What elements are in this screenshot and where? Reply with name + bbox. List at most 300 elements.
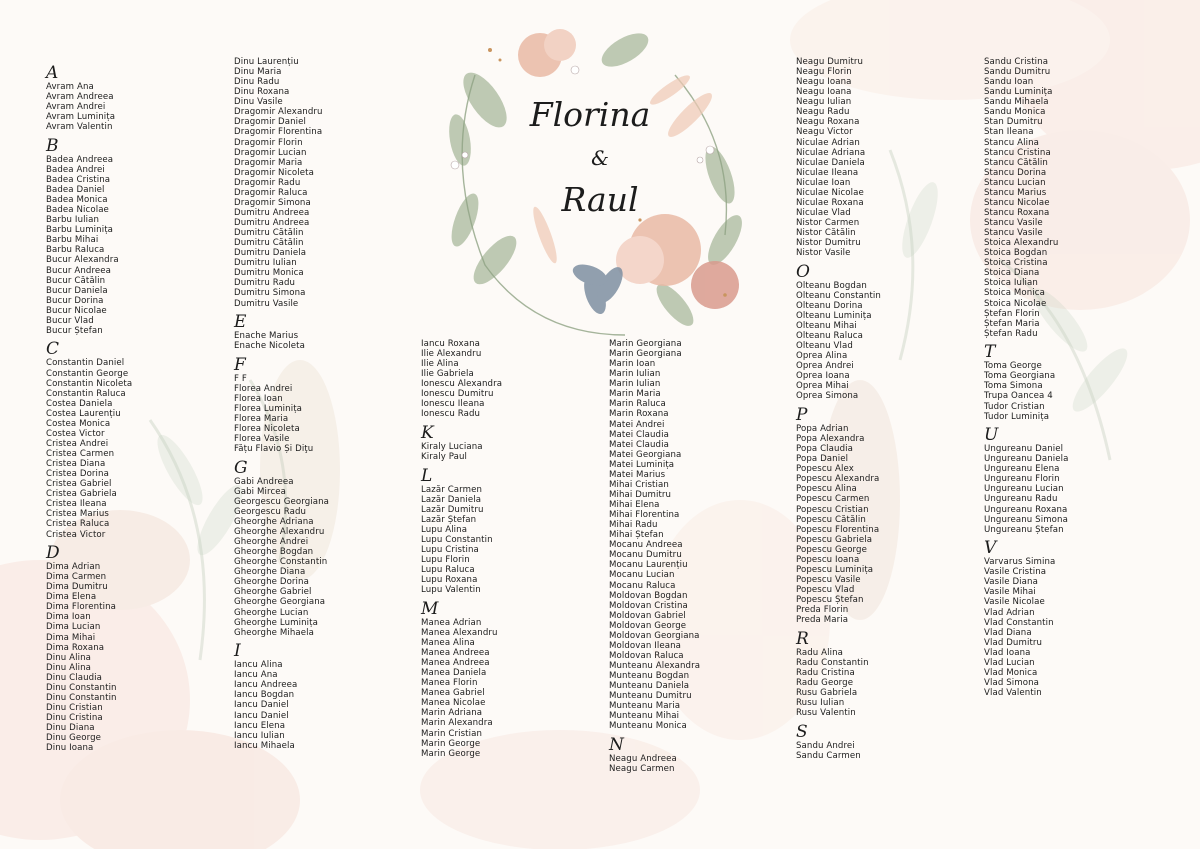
guest-name: Tudor Cristian <box>984 401 1045 412</box>
guest-column-4 <box>609 339 700 774</box>
guest-name: Costea Monica <box>46 418 111 429</box>
section-letter: T <box>984 342 996 363</box>
guest-name: Matei Georgiana <box>609 449 682 460</box>
guest-name: Popescu Luminița <box>796 564 874 575</box>
guest-name: Iancu Ana <box>234 670 278 681</box>
guest-name: Popa Daniel <box>796 454 849 465</box>
guest-name: Gheorghe Constantin <box>234 557 328 568</box>
guest-name: Popescu Gabriela <box>796 534 873 545</box>
guest-name: Niculae Vlad <box>796 207 851 218</box>
section-letter: V <box>984 538 997 559</box>
guest-name: Vlad Simona <box>984 677 1040 688</box>
guest-name: Stoica Alexandru <box>984 238 1059 249</box>
guest-name: Mihai Elena <box>609 500 660 510</box>
guest-name: Florea Nicoleta <box>234 424 300 434</box>
guest-name: Moldovan Ileana <box>609 640 681 651</box>
guest-name: Neagu Victor <box>796 127 853 138</box>
guest-name: Manea Daniela <box>421 668 487 679</box>
guest-name: Toma Simona <box>984 381 1043 392</box>
guest-name: Ștefan Radu <box>984 328 1038 339</box>
guest-name: Popescu Vlad <box>796 585 855 595</box>
guest-name: Neagu Florin <box>796 67 852 78</box>
guest-name: Dragomir Simona <box>234 197 311 208</box>
guest-name: Badea Cristina <box>46 174 111 185</box>
guest-name: Toma George <box>984 361 1042 372</box>
guest-name: Dumitru Daniela <box>234 248 307 259</box>
guest-name: Mocanu Laurențiu <box>609 560 688 571</box>
section-letter: L <box>421 465 433 486</box>
guest-name: Mihai Florentina <box>609 510 680 521</box>
guest-name: Lupu Roxana <box>421 575 478 586</box>
guest-name: Marin Maria <box>609 389 661 400</box>
guest-name: Dumitru Cătălin <box>234 238 304 249</box>
guest-name: Manea Florin <box>421 678 478 689</box>
guest-name: Niculae Roxana <box>796 197 864 208</box>
guest-name: Dinu Maria <box>234 67 282 78</box>
guest-name: Sandu Monica <box>984 107 1046 118</box>
guest-name: Neagu Dumitru <box>796 57 864 67</box>
guest-name: Stan Ileana <box>984 127 1034 138</box>
guest-name: Stancu Dorina <box>984 167 1047 178</box>
guest-name: Badea Daniel <box>46 185 105 195</box>
guest-name: Stancu Vasile <box>984 218 1043 228</box>
guest-name: Gheorghe Lucian <box>234 607 309 618</box>
guest-name: Stancu Vasile <box>984 228 1043 239</box>
guest-name: Lupu Alina <box>421 524 468 535</box>
guest-name: Popescu Alex <box>796 464 854 475</box>
guest-name: Lupu Constantin <box>421 534 493 545</box>
guest-name: Cristea Marius <box>46 509 109 520</box>
guest-name: Vasile Mihai <box>984 587 1036 598</box>
guest-name: Mocanu Raluca <box>609 580 676 591</box>
guest-name: Cristea Dorina <box>46 469 109 480</box>
guest-name: Iancu Roxana <box>421 339 480 349</box>
guest-name: Lupu Valentin <box>421 585 481 596</box>
guest-name: Georgescu Radu <box>234 506 307 517</box>
guest-name: Constantin Daniel <box>46 358 125 369</box>
guest-name: Cristea Gabriel <box>46 479 112 490</box>
guest-name: Ungureanu Daniela <box>984 454 1069 465</box>
guest-name: Gheorghe Dorina <box>234 577 309 588</box>
groom-name: Raul <box>561 180 639 219</box>
guest-name: Kiraly Paul <box>421 452 468 463</box>
guest-name: Olteanu Dorina <box>796 300 863 311</box>
guest-name: Neagu Ioana <box>796 77 852 88</box>
guest-column-5 <box>796 57 881 761</box>
guest-name: Stancu Marius <box>984 187 1047 198</box>
guest-name: Munteanu Alexandra <box>609 661 701 671</box>
guest-name: Bucur Dorina <box>46 295 104 306</box>
guest-name: Stoica Diana <box>984 268 1040 279</box>
guest-name: Gheorghe Bogdan <box>234 547 314 558</box>
section-letter: F <box>234 354 246 375</box>
guest-name: Dima Adrian <box>46 562 101 573</box>
guest-name: Oprea Andrei <box>796 361 854 372</box>
guest-name: Niculae Adrian <box>796 137 860 148</box>
guest-name: Cristea Diana <box>46 459 106 470</box>
guest-name: Marin Roxana <box>609 409 669 420</box>
guest-name: Marin Ioan <box>609 359 656 370</box>
guest-name: Badea Andreea <box>46 154 114 165</box>
guest-name: Popescu Cătălin <box>796 514 866 525</box>
guest-name: Ștefan Florin <box>984 308 1040 319</box>
guest-name: Rusu Gabriela <box>796 688 858 698</box>
guest-name: Florea Vasile <box>234 434 290 445</box>
guest-name: Vlad Lucian <box>984 657 1035 668</box>
guest-name: Moldovan Gabriel <box>609 610 686 621</box>
guest-name: Mocanu Dumitru <box>609 550 682 561</box>
guest-name: Munteanu Monica <box>609 721 687 732</box>
guest-name: Manea Alexandru <box>421 627 498 638</box>
guest-name: Stancu Cristina <box>984 147 1051 158</box>
guest-name: Moldovan Cristina <box>609 600 688 611</box>
guest-name: Ungureanu Elena <box>984 464 1060 475</box>
guest-name: Neagu Ioana <box>796 87 852 98</box>
guest-name: Toma Georgiana <box>984 371 1056 382</box>
guest-name: Ionescu Ileana <box>421 399 485 410</box>
guest-name: Olteanu Bogdan <box>796 280 867 291</box>
guest-name: Mihai Radu <box>609 520 658 531</box>
guest-name: Olteanu Mihai <box>796 321 857 331</box>
guest-name: Bucur Ștefan <box>46 325 103 336</box>
guest-name: Gheorghe Gabriel <box>234 587 312 598</box>
guest-name: Dinu Roxana <box>234 87 290 98</box>
guest-name: Lupu Florin <box>421 555 470 566</box>
guest-name: Popa Claudia <box>796 444 853 455</box>
guest-name: Rusu Valentin <box>796 708 856 719</box>
guest-name: Oprea Alina <box>796 351 848 362</box>
guest-name: Sandu Luminița <box>984 87 1053 98</box>
guest-name: Barbu Mihai <box>46 235 99 246</box>
guest-name: Munteanu Mihai <box>609 711 680 722</box>
guest-name: Manea Adrian <box>421 617 482 628</box>
guest-name: Gheorghe Luminița <box>234 617 318 628</box>
guest-name: Ungureanu Florin <box>984 474 1060 485</box>
guest-name: Popescu Cristian <box>796 504 869 515</box>
guest-name: Manea Nicolae <box>421 698 486 709</box>
guest-name: Popescu Vasile <box>796 574 861 585</box>
guest-name: Vlad Dumitru <box>984 637 1043 648</box>
guest-name: Dinu Alina <box>46 652 91 663</box>
guest-name: Gabi Mircea <box>234 486 287 497</box>
guest-name: Dinu Claudia <box>46 672 103 683</box>
guest-name: Vlad Adrian <box>984 607 1035 618</box>
guest-name: Lazăr Dumitru <box>421 504 484 515</box>
guest-name: Marin Georgiana <box>609 349 682 360</box>
guest-name: Stancu Lucian <box>984 177 1046 188</box>
guest-name: Dinu Diana <box>46 723 95 734</box>
guest-name: Preda Maria <box>796 615 849 626</box>
guest-name: Ungureanu Lucian <box>984 484 1064 495</box>
guest-name: Popa Alexandra <box>796 434 865 445</box>
guest-name: Cristea Raluca <box>46 519 110 530</box>
guest-name: Olteanu Raluca <box>796 331 863 342</box>
guest-name: Manea Andreea <box>421 648 490 658</box>
guest-name: Bucur Cătălin <box>46 275 106 286</box>
guest-name: Popescu Ștefan <box>796 595 864 606</box>
guest-name: Dima Lucian <box>46 622 101 633</box>
guest-name: Manea Andreea <box>421 658 490 669</box>
guest-name: Matei Claudia <box>609 429 669 440</box>
guest-name: Gheorghe Mihaela <box>234 627 315 638</box>
guest-name: Badea Monica <box>46 195 108 206</box>
guest-name: Trupa Oancea 4 <box>984 391 1053 402</box>
guest-name: Vasile Nicolae <box>984 597 1045 608</box>
guest-name: Dinu Cristina <box>46 713 103 723</box>
guest-name: Sandu Mihaela <box>984 97 1049 108</box>
guest-name: Dragomir Maria <box>234 157 303 168</box>
guest-name: Olteanu Luminița <box>796 310 872 321</box>
section-letter: M <box>421 598 439 619</box>
guest-name: Neagu Iulian <box>796 97 852 108</box>
guest-name: Barbu Iulian <box>46 215 99 226</box>
guest-name: Cristea Andrei <box>46 438 109 449</box>
section-letter: E <box>234 312 247 333</box>
guest-name: Constantin George <box>46 368 129 379</box>
guest-name: Neagu Roxana <box>796 117 860 128</box>
guest-name: F F <box>234 373 247 384</box>
guest-name: Stan Dumitru <box>984 117 1043 128</box>
guest-name: Oprea Mihai <box>796 381 849 392</box>
guest-name: Stoica Nicolae <box>984 298 1047 309</box>
guest-name: Lupu Cristina <box>421 545 479 555</box>
section-letter: P <box>796 405 808 425</box>
guest-name: Dima Florentina <box>46 602 117 613</box>
guest-name: Mihai Cristian <box>609 479 669 490</box>
guest-name: Dumitru Iulian <box>234 258 297 269</box>
guest-name: Avram Luminița <box>46 112 116 123</box>
guest-name: Popescu Alexandra <box>796 474 880 485</box>
guest-name: Nistor Carmen <box>796 218 860 228</box>
guest-name: Stoica Bogdan <box>984 248 1048 259</box>
guest-name: Nistor Vasile <box>796 248 851 259</box>
guest-name: Dumitru Monica <box>234 268 304 279</box>
guest-name: Dima Dumitru <box>46 582 108 593</box>
guest-name: Moldovan Raluca <box>609 650 684 661</box>
guest-name: Dinu Radu <box>234 77 280 88</box>
guest-name: Olteanu Constantin <box>796 290 881 301</box>
guest-name: Dragomir Radu <box>234 177 301 188</box>
guest-name: Lazăr Ștefan <box>421 514 477 525</box>
guest-name: Costea Laurențiu <box>46 408 121 419</box>
guest-column-3 <box>421 339 502 759</box>
guest-name: Dragomir Nicoleta <box>234 167 314 178</box>
guest-name: Bucur Andreea <box>46 265 112 276</box>
guest-name: Munteanu Dumitru <box>609 691 692 702</box>
guest-name: Popescu Ioana <box>796 554 860 565</box>
guest-name: Florea Maria <box>234 413 289 424</box>
guest-column-6 <box>984 57 1069 698</box>
guest-name: Iancu Daniel <box>234 710 289 721</box>
guest-name: Marin Raluca <box>609 399 666 410</box>
guest-name: Radu Constantin <box>796 657 869 668</box>
guest-name: Stoica Iulian <box>984 278 1038 289</box>
guest-name: Munteanu Daniela <box>609 681 690 692</box>
guest-name: Stancu Cătălin <box>984 157 1048 168</box>
guest-name: Dumitru Vasile <box>234 298 299 309</box>
guest-name: Nistor Dumitru <box>796 238 861 249</box>
guest-name: Niculae Daniela <box>796 157 865 168</box>
guest-name: Popescu Alina <box>796 484 857 495</box>
guest-name: Marin Iulian <box>609 379 661 390</box>
guest-name: Bucur Alexandra <box>46 255 119 266</box>
guest-name: Munteanu Bogdan <box>609 671 690 682</box>
guest-name: Dumitru Cătălin <box>234 228 304 239</box>
guest-name: Matei Marius <box>609 469 666 480</box>
guest-name: Niculae Adriana <box>796 147 866 158</box>
guest-name: Iancu Bogdan <box>234 690 295 701</box>
guest-name: Oprea Ioana <box>796 371 850 382</box>
guest-name: Ionescu Radu <box>421 409 481 420</box>
guest-name: Dragomir Florin <box>234 137 303 148</box>
guest-name: Dinu Vasile <box>234 97 283 108</box>
guest-name: Radu Cristina <box>796 667 855 678</box>
guest-name: Florea Ioan <box>234 393 283 404</box>
guest-name: Lupu Raluca <box>421 565 475 576</box>
guest-name: Matei Claudia <box>609 439 669 450</box>
guest-name: Barbu Luminița <box>46 225 114 236</box>
guest-name: Iancu Alina <box>234 660 283 671</box>
guest-name: Dumitru Andreea <box>234 218 310 228</box>
guest-name: Dumitru Simona <box>234 288 306 299</box>
guest-name: Matei Andrei <box>609 419 665 430</box>
guest-name: Costea Victor <box>46 428 105 439</box>
guest-name: Marin Alexandra <box>421 718 493 729</box>
guest-name: Gabi Andreea <box>234 476 294 487</box>
guest-name: Popescu Florentina <box>796 524 880 535</box>
ampersand: & <box>591 146 609 170</box>
guest-name: Ungureanu Roxana <box>984 504 1068 515</box>
guest-name: Cristea Carmen <box>46 449 115 459</box>
guest-name: Gheorghe Andrei <box>234 537 309 548</box>
section-letter: R <box>796 628 809 649</box>
guest-name: Popa Adrian <box>796 424 849 434</box>
guest-name: Vlad Diana <box>984 627 1032 638</box>
guest-name: Sandu Carmen <box>796 750 861 761</box>
guest-name: Sandu Ioan <box>984 77 1034 88</box>
section-letter: B <box>46 135 59 156</box>
guest-name: Dinu Laurențiu <box>234 57 299 67</box>
guest-name: Dinu Cristian <box>46 702 103 713</box>
guest-name: Iancu Elena <box>234 720 286 731</box>
guest-name: Dima Carmen <box>46 572 107 583</box>
guest-name: Ungureanu Daniel <box>984 444 1064 455</box>
guest-name: Popescu George <box>796 544 867 555</box>
guest-name: Manea Gabriel <box>421 688 485 699</box>
section-letter: C <box>46 339 60 360</box>
guest-name: Vlad Constantin <box>984 617 1054 628</box>
guest-name: Fățu Flavio Și Diţu <box>234 444 314 455</box>
guest-name: Dumitru Radu <box>234 278 296 289</box>
guest-name: Bucur Daniela <box>46 285 108 296</box>
guest-name: Gheorghe Georgiana <box>234 597 326 608</box>
guest-name: Mihai Dumitru <box>609 489 672 500</box>
section-letter: K <box>421 423 434 443</box>
guest-name: Avram Ana <box>46 82 94 92</box>
guest-name: Avram Valentin <box>46 122 113 133</box>
section-letter: D <box>46 543 60 564</box>
guest-name: Enache Nicoleta <box>234 341 305 352</box>
guest-name: Dragomir Raluca <box>234 187 308 198</box>
guest-name: Vlad Valentin <box>984 688 1042 698</box>
guest-name: Marin Georgiana <box>609 339 682 349</box>
guest-name: Dima Mihai <box>46 632 96 643</box>
guest-name: Ilie Alina <box>421 359 459 370</box>
guest-name: Dinu Ioana <box>46 743 94 754</box>
guest-name: Vasile Diana <box>984 577 1038 588</box>
section-letter: G <box>234 457 248 478</box>
guest-name: Cristea Gabriela <box>46 489 117 500</box>
guest-column-2 <box>234 57 329 751</box>
guest-name: Avram Andreea <box>46 92 114 103</box>
guest-name: Florea Andrei <box>234 383 293 394</box>
guest-name: Radu George <box>796 677 854 688</box>
guest-name: Gheorghe Alexandru <box>234 527 325 537</box>
guest-name: Avram Andrei <box>46 102 106 113</box>
guest-name: Iancu Andreea <box>234 680 298 691</box>
guest-name: Dinu Constantin <box>46 682 117 693</box>
guest-name: Oprea Simona <box>796 391 859 402</box>
guest-name: Munteanu Maria <box>609 701 681 712</box>
guest-name: Sandu Andrei <box>796 740 855 751</box>
guest-name: Manea Alina <box>421 637 475 648</box>
guest-name: Dumitru Andreea <box>234 207 310 218</box>
guest-column-1 <box>46 64 132 753</box>
section-letter: I <box>234 641 241 662</box>
guest-name: Marin George <box>421 738 481 749</box>
guest-name: Tudor Luminița <box>984 411 1050 422</box>
guest-name: Nistor Cătălin <box>796 228 856 239</box>
guest-name: Constantin Raluca <box>46 388 126 399</box>
guest-name: Moldovan George <box>609 620 687 631</box>
guest-name: Marin George <box>421 748 481 759</box>
guest-name: Ungureanu Simona <box>984 514 1068 525</box>
guest-name: Ungureanu Radu <box>984 494 1058 505</box>
guest-name: Dima Elena <box>46 592 97 603</box>
guest-name: Stoica Cristina <box>984 258 1048 269</box>
guest-name: Niculae Nicolae <box>796 187 864 198</box>
guest-name: Varvarus Simina <box>984 557 1056 568</box>
guest-name: Vlad Ioana <box>984 647 1031 658</box>
guest-name: Radu Alina <box>796 647 844 658</box>
guest-name: Marin Iulian <box>609 369 661 380</box>
guest-name: Dima Roxana <box>46 642 105 653</box>
guest-name: Vlad Monica <box>984 667 1038 678</box>
guest-name: Dinu Alina <box>46 662 91 673</box>
guest-name: Ungureanu Ștefan <box>984 524 1064 535</box>
guest-name: Moldovan Georgiana <box>609 630 700 641</box>
guest-name: Florea Luminița <box>234 403 303 414</box>
guest-name: Stancu Nicolae <box>984 197 1050 208</box>
guest-name: Iancu Mihaela <box>234 740 295 751</box>
guest-name: Ilie Alexandru <box>421 349 482 360</box>
guest-name: Neagu Carmen <box>609 764 675 774</box>
guest-name: Stancu Roxana <box>984 207 1050 218</box>
guest-name: Dragomir Lucian <box>234 147 307 158</box>
guest-name: Dragomir Florentina <box>234 127 323 138</box>
guest-name: Costea Daniela <box>46 398 113 409</box>
guest-name: Matei Luminița <box>609 459 675 470</box>
guest-name: Cristea Ileana <box>46 499 107 510</box>
guest-name: Popescu Carmen <box>796 494 870 505</box>
guest-name: Mihai Ștefan <box>609 530 664 541</box>
guest-name: Sandu Cristina <box>984 57 1049 67</box>
guest-name: Iancu Daniel <box>234 700 289 711</box>
guest-name: Preda Florin <box>796 605 849 616</box>
guest-name: Dinu Constantin <box>46 692 117 703</box>
section-letter: U <box>984 425 999 446</box>
guest-name: Lazăr Daniela <box>421 494 482 505</box>
